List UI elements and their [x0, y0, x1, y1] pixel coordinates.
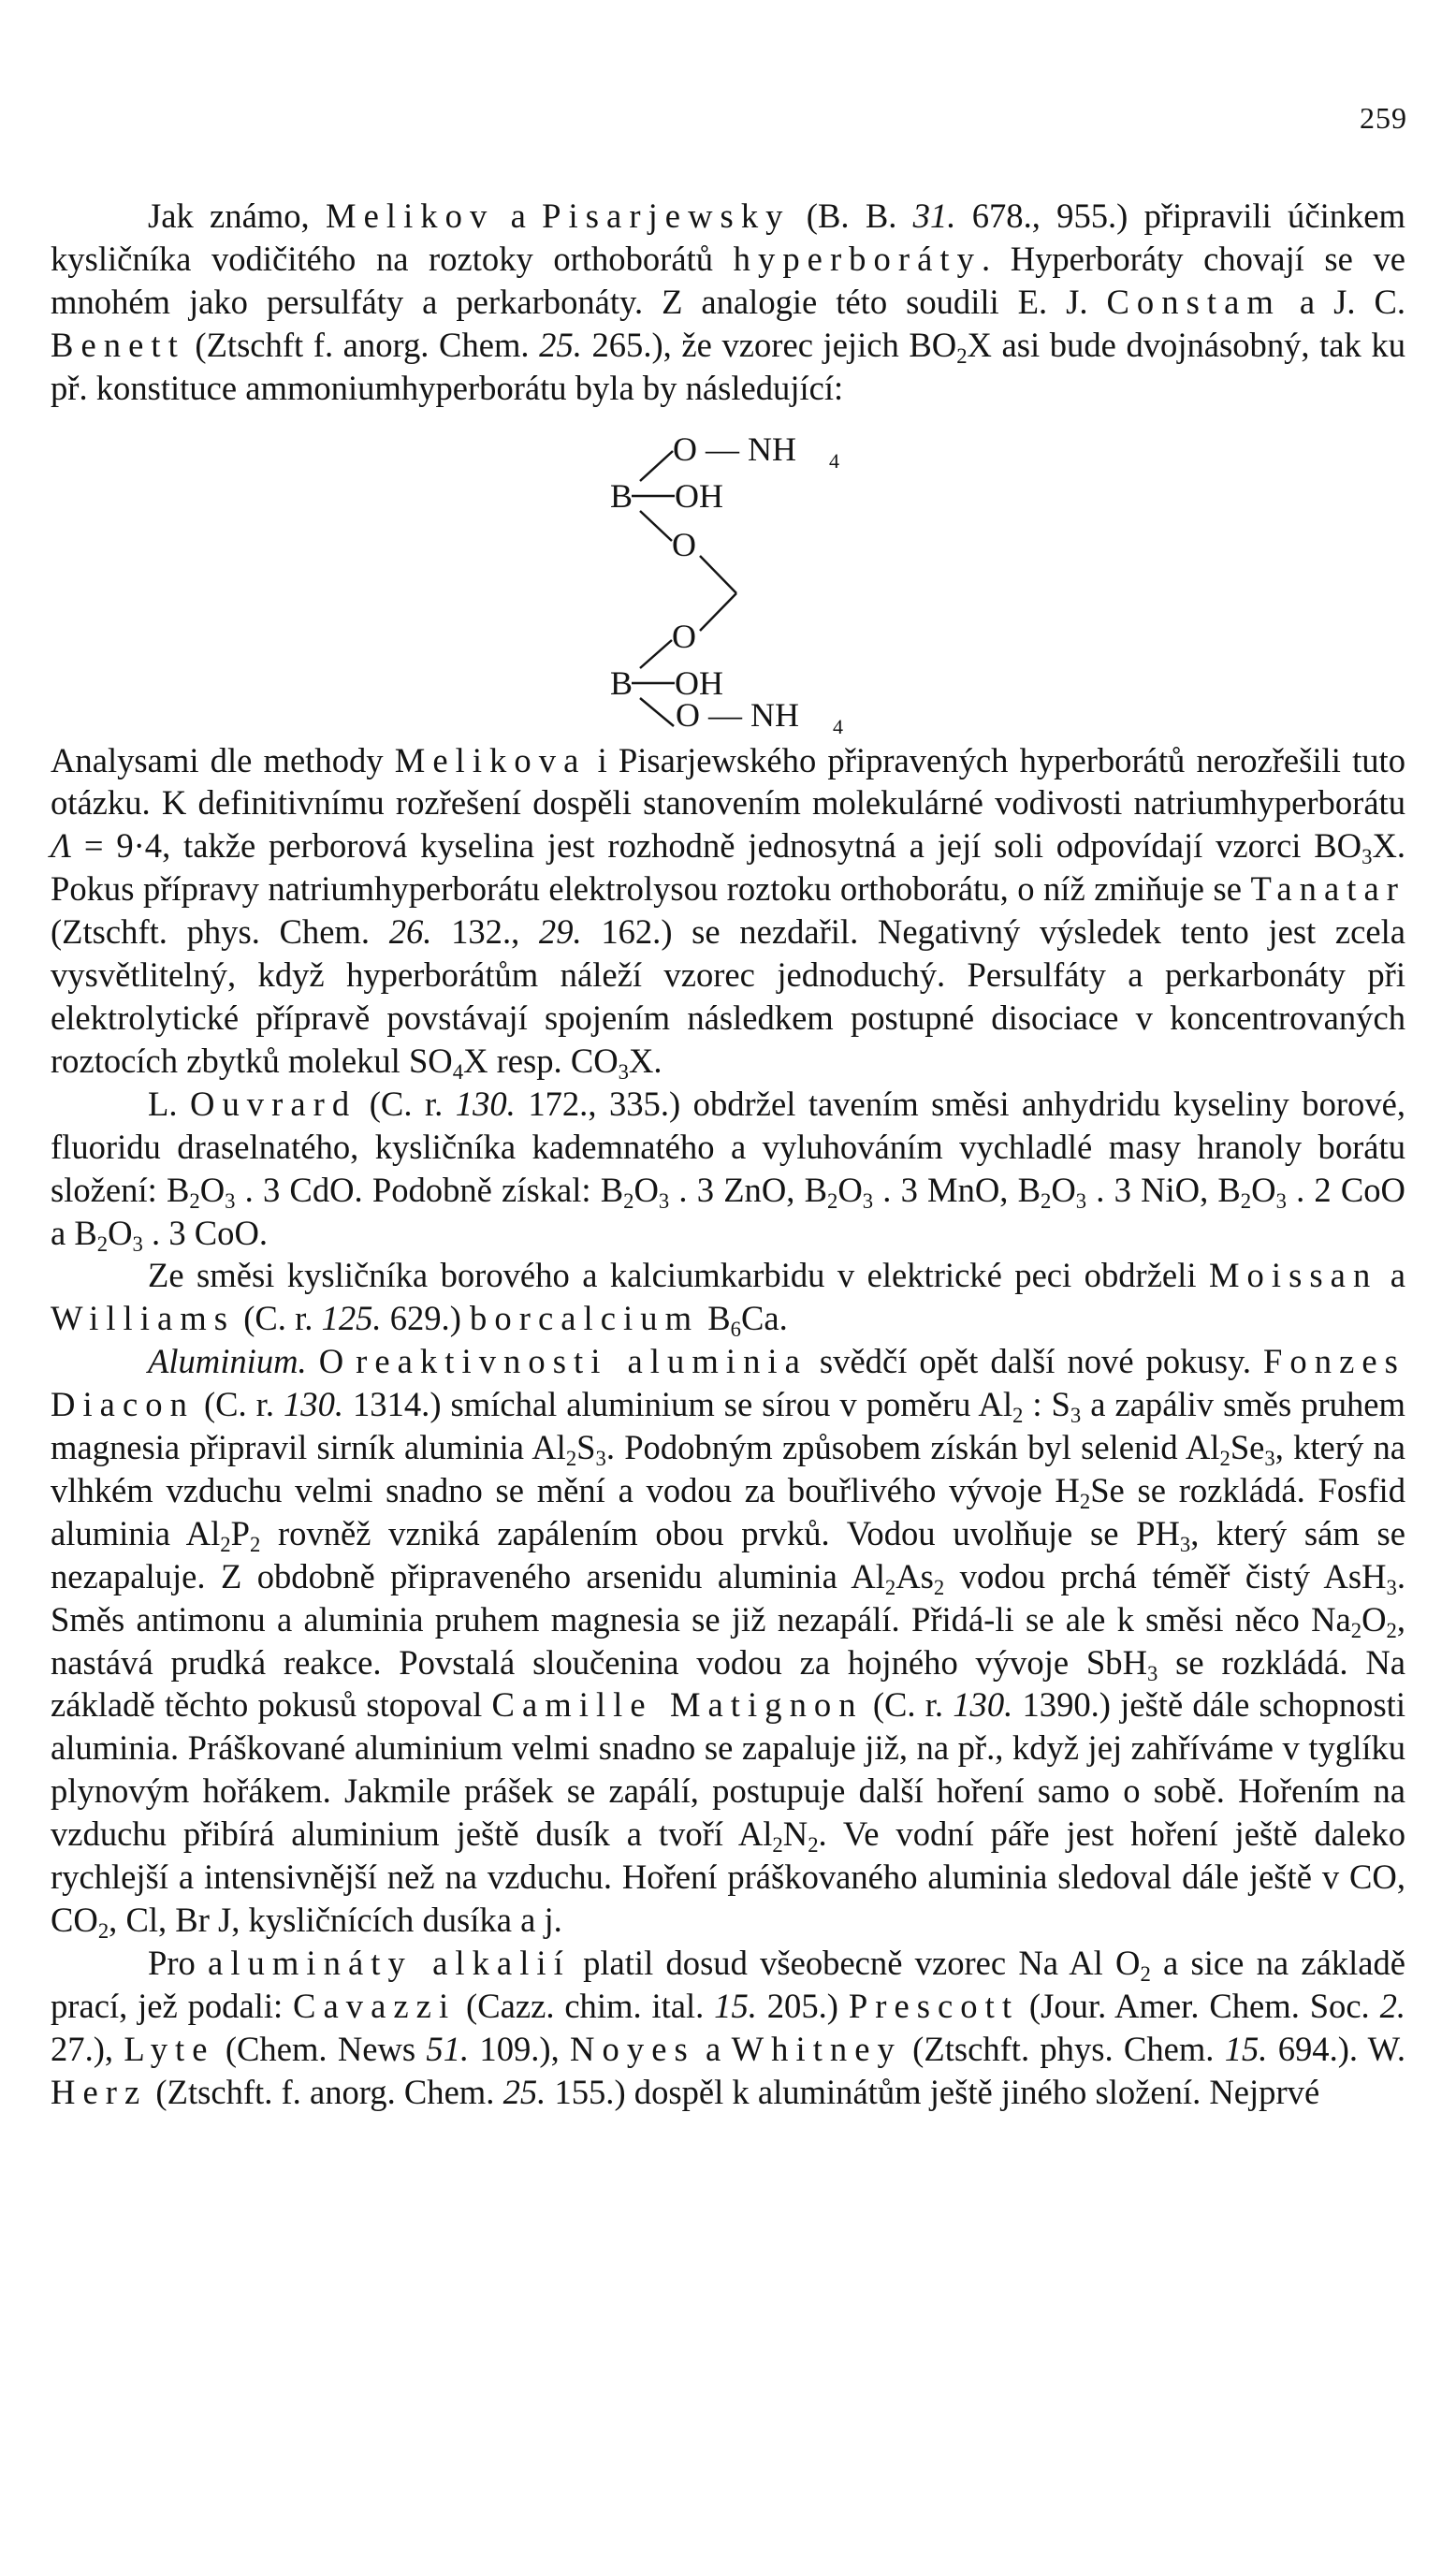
top-o-nh: O — NH [673, 430, 796, 468]
formula-drawing [51, 414, 1405, 734]
lower-boron: B [610, 663, 633, 702]
paragraph-aluminium: Aluminium. O reaktivnosti aluminia svědčí opět další nové pokusy. Fonzes Diacon (C. r. 130. 1314.) smíchal aluminium se sírou v poměru $Al_2$ : $S_3$ a zapáliv směs pruhem magnesia připravil sirník aluminia $Al_2S_3$. Podobným způsobem získán byl selenid $Al_2Se_3$, který na vlhkém vzduchu velmi snadno se mění a vodou za bouřlivého vývoje $H_2Se$ se rozkládá. Fosfid aluminia $Al_2P_2$ rovněž vzniká zapálením obou prvků. Vodou uvolňuje se $PH_3$, který sám se nezapaluje. Z obdobně připraveného arsenidu aluminia $Al_2As_2$ vodou prchá téměř čistý AsH$_3$. Směs antimonu a aluminia pruhem magnesia se již nezapálí. Přidá-li se ale k směsi něco $Na_2O_2$, nastává prudká reakce. Povstalá sloučenina vodou za hojného vývoje SbH$_3$ se rozkládá. Na základě těchto pokusů stopoval Camille Matignon (C. r. 130. 1390.) ještě dále schopnosti aluminia. Práškované aluminium velmi snadno se zapaluje již, na př., když jej zahříváme v tyglíku plynovým hořákem. Jakmile prášek se zapálí, postupuje další hoření samo o sobě. Hořením na vzduchu přibírá aluminium ještě dusík a tvoří $Al_2N_2$. Ve vodní páře jest hoření ještě daleko rychlejší a intensivnější než na vzduchu. Hoření práškovaného aluminia sledoval dále ještě v CO, $CO_2$, Cl, Br J, kysličnících dusíka a j. [51, 1342, 1406, 1943]
bond-peroxide-up [700, 593, 736, 631]
bond-peroxide-down [700, 556, 736, 593]
body-text [51, 195, 1405, 2114]
bottom-o-nh: O — NH [676, 695, 799, 734]
paragraph-ouvrard: L. Ouvrard (C. r. 130. 172., 335.) obdržel tavením směsi anhydridu kyseliny borové, fluoridu draselnatého, kysličníka kademnatého a vyluhováním vychladlé masy hranoly borátu složení: $B_2O_3$ . 3 CdO. Podobně získal: $B_2O_3$ . 3 ZnO, $B_2O_3$ . 3 MnO, $B_2O_3$ . 3 NiO, $B_2O_3$ . 2 CoO a $B_2O_3$ . 3 CoO. [51, 1084, 1405, 1256]
ammonium-hyperborate-structural-formula [51, 414, 1405, 734]
bridge-o-upper: O [672, 525, 696, 563]
paragraph-analysis: Analysami dle methody Melikova i Pisarjewského připravených hyperborátů nerozřešili tuto otázku. K definitivnímu rozřešení dospěli stanovením molekulárné vodivosti natriumhyperborátu Λ = 9·4, takže perborová kyselina jest rozhodně jednosytná a její soli odpovídají vzorci $BO_3X$. Pokus přípravy natriumhyperborátu elektrolysou roztoku orthoborátu, o níž zmiňuje se Tanatar (Ztschft. phys. Chem. 26. 132., 29. 162.) se nezdařil. Negativný výsledek tento jest zcela vysvětlitelný, když hyperborátům náleží vzorec jednoduchý. Persulfáty a perkarbonáty při elektrolytické přípravě povstávají spojením následkem postupné disociace v koncentrovaných roztocích zbytků molekul $SO_4X$ resp. $CO_3X$. [51, 740, 1405, 1084]
bond-b-o-bridge2 [640, 640, 672, 668]
bottom-nh-subscript: 4 [833, 714, 843, 734]
lower-oh: OH [675, 663, 723, 702]
bond-b-o-top [640, 451, 673, 481]
bond-b-o-bridge1 [640, 511, 672, 541]
top-nh-subscript: 4 [829, 448, 839, 473]
bridge-o-lower: O [672, 617, 696, 655]
page-number: 259 [1360, 101, 1407, 135]
paragraph-borcalcium: Ze směsi kysličníka borového a kalciumkarbidu v elektrické peci obdrželi Moissan a Williams (C. r. 125. 629.) borcalcium $B_6Ca$. [51, 1256, 1405, 1342]
bond-b-o-bottom [640, 698, 674, 726]
upper-boron: B [610, 476, 633, 515]
paragraph-hyperborates: Jak známo, Melikov a Pisarjewsky (B. B. 31. 678., 955.) připravili účinkem kysličníka vodičitého na roztoky orthoborátů hyperboráty. Hyperboráty chovají se ve mnohém jako persulfáty a perkarbonáty. Z analogie této soudili E. J. Constam a J. C. Benett (Ztschft f. anorg. Chem. 25. 265.), že vzorec jejich $BO_2X$ asi bude dvojnásobný, tak ku př. konstituce ammoniumhyperborátu byla by následující: [51, 197, 1405, 407]
upper-oh: OH [675, 476, 723, 515]
paragraph-aluminates: Pro alumináty alkalií platil dosud všeobecně vzorec Na Al $O_2$ a sice na základě prací, jež podali: Cavazzi (Cazz. chim. ital. 15. 205.) Prescott (Jour. Amer. Chem. Soc. 2. 27.), Lyte (Chem. News 51. 109.), Noyes a Whitney (Ztschft. phys. Chem. 15. 694.). W. Herz (Ztschft. f. anorg. Chem. 25. 155.) dospěl k aluminátům ještě jiného složení. Nejprvé [51, 1943, 1406, 2111]
